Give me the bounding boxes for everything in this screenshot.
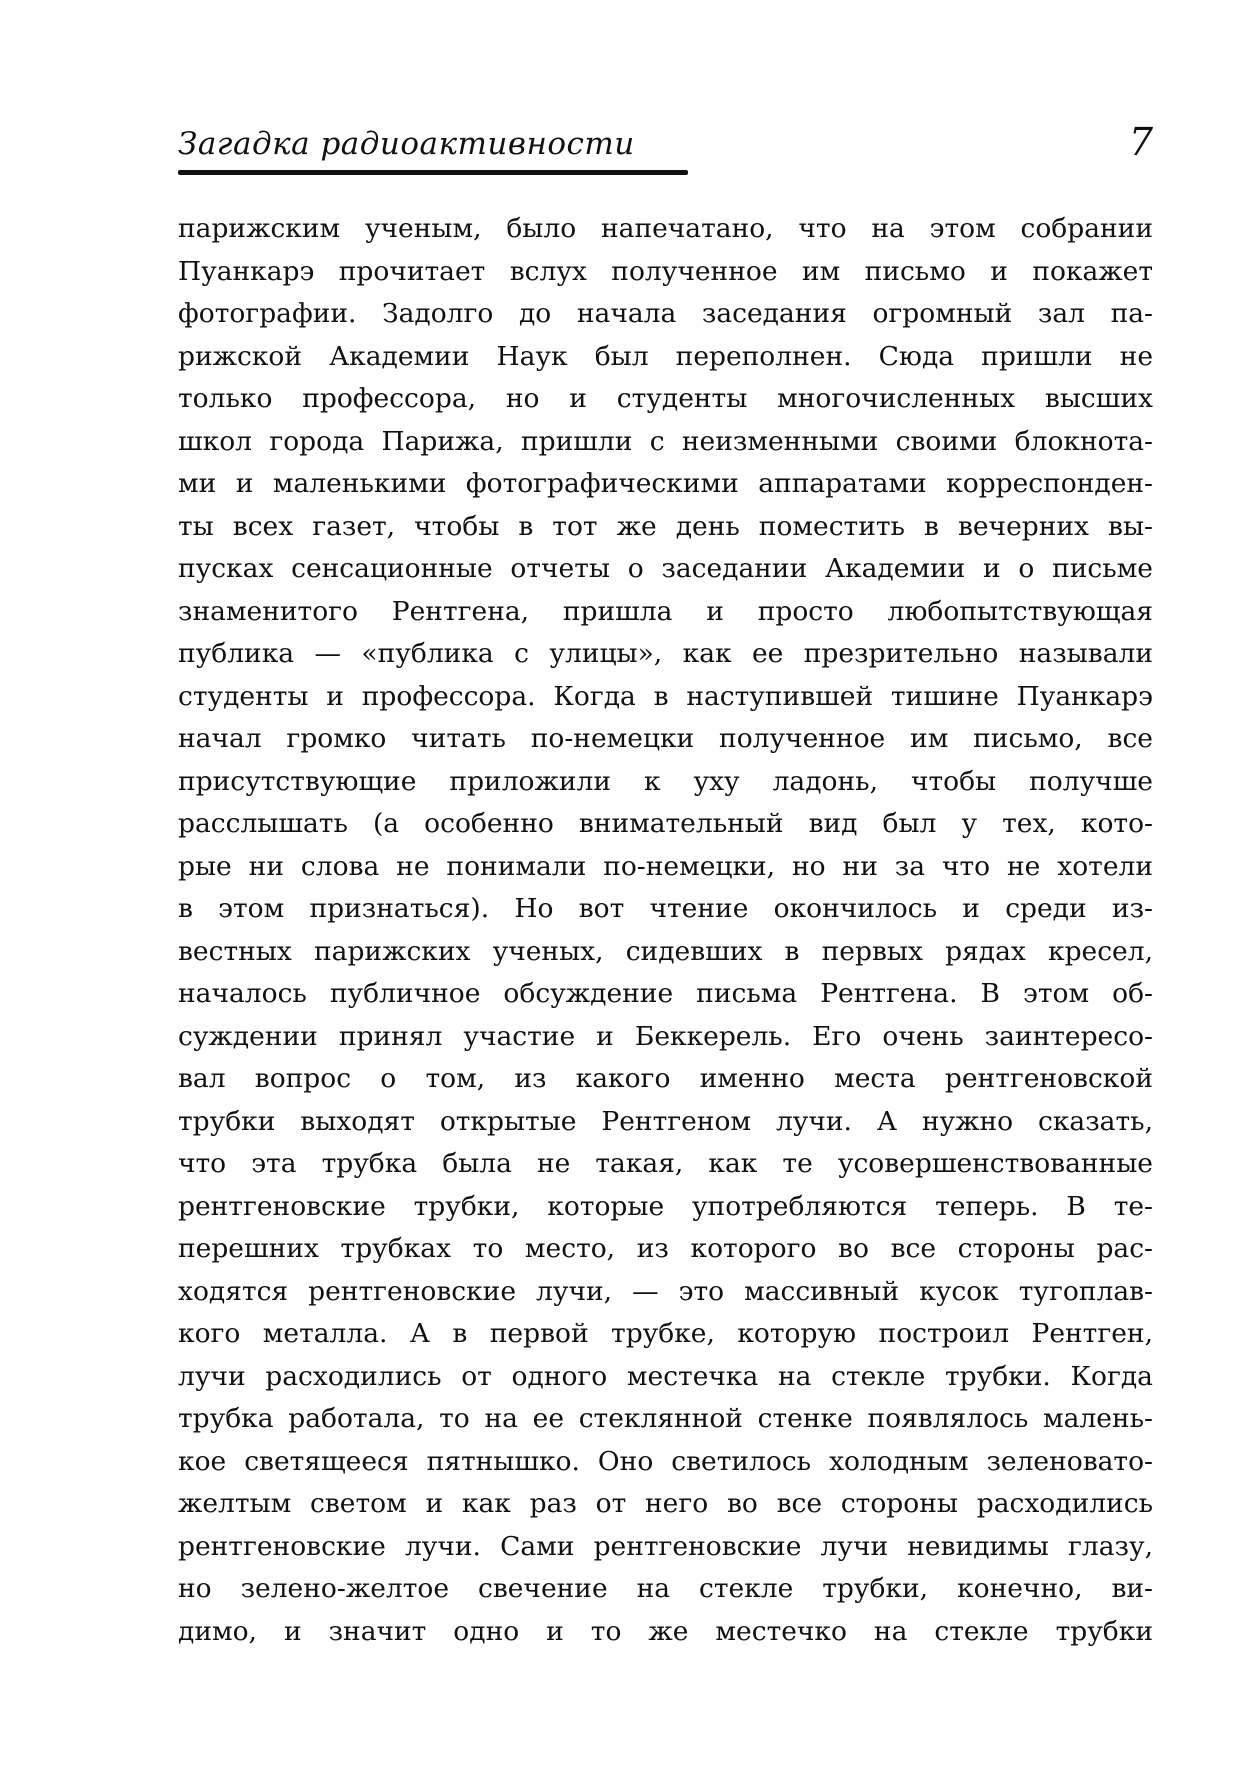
text-line: ходятся рентгеновские лучи, — это массивный кусок тугоплав- (178, 1275, 1153, 1307)
text-line: вестных парижских ученых, сидевших в первых рядах кресел, (178, 935, 1153, 967)
text-line: перешних трубках то место, из которого во все стороны рас- (178, 1233, 1153, 1264)
text-line: кое светящееся пятнышко. Оно светилось холодным зеленовато- (178, 1445, 1153, 1477)
text-line: ми и маленькими фотографическими аппаратами корреспонден- (178, 468, 1153, 499)
text-line: в этом признаться). Но вот чтение окончилось и среди из- (178, 893, 1153, 924)
text-line: рые ни слова не понимали по-немецки, но ни за что не хотели (178, 850, 1153, 882)
page-number: 7 (1128, 120, 1153, 164)
text-line: рентгеновские трубки, которые употребляются теперь. В те- (178, 1190, 1153, 1222)
text-line: кого металла. А в первой трубке, которую построил Рентген, (178, 1318, 1153, 1349)
text-line: рентгеновские лучи. Сами рентгеновские лучи невидимы глазу, (178, 1530, 1153, 1562)
text-line: присутствующие приложили к уху ладонь, чтобы получше (178, 765, 1153, 797)
header-rule (178, 170, 688, 175)
text-line: трубка работала, то на ее стеклянной стенке появлялось малень- (178, 1403, 1153, 1434)
running-header (178, 118, 1153, 178)
text-line: фотографии. Задолго до начала заседания огромный зал па- (178, 298, 1153, 329)
text-line: публика — «публика с улицы», как ее презрительно называли (178, 638, 1153, 669)
text-line: трубки выходят открытые Рентгеном лучи. А нужно сказать, (178, 1105, 1153, 1137)
text-line: ты всех газет, чтобы в тот же день поместить в вечерних вы- (178, 510, 1153, 542)
text-line: но зелено-желтое свечение на стекле трубки, конечно, ви- (178, 1573, 1153, 1604)
text-line: расслышать (а особенно внимательный вид был у тех, кото- (178, 808, 1153, 839)
text-line: что эта трубка была не такая, как те усовершенствованные (178, 1148, 1153, 1179)
text-line: рижской Академии Наук был переполнен. Сюда пришли не (178, 340, 1153, 372)
text-line: школ города Парижа, пришли с неизменными своими блокнота- (178, 425, 1153, 457)
text-line: знаменитого Рентгена, пришла и просто любопытствующая (178, 595, 1153, 627)
text-line: желтым светом и как раз от него во все стороны расходились (178, 1488, 1153, 1519)
text-line: вал вопрос о том, из какого именно места рентгеновской (178, 1063, 1153, 1094)
text-line: началось публичное обсуждение письма Рентгена. В этом об- (178, 978, 1153, 1009)
body-text (178, 208, 1153, 1653)
text-line: студенты и профессора. Когда в наступившей тишине Пуанкарэ (178, 680, 1153, 712)
text-line: димо, и значит одно и то же местечко на стекле трубки (178, 1615, 1153, 1647)
text-line: Пуанкарэ прочитает вслух полученное им письмо и покажет (178, 255, 1153, 287)
text-line: парижским ученым, было напечатано, что на этом собрании (178, 213, 1153, 244)
running-title: Загадка радиоактивности (178, 126, 635, 162)
text-line: пусках сенсационные отчеты о заседании Академии и о письме (178, 553, 1153, 584)
text-line: лучи расходились от одного местечка на стекле трубки. Когда (178, 1360, 1153, 1392)
text-line: суждении принял участие и Беккерель. Его очень заинтересо- (178, 1020, 1153, 1052)
text-line: только профессора, но и студенты многочисленных высших (178, 383, 1153, 414)
text-line: начал громко читать по-немецки полученное им письмо, все (178, 723, 1153, 754)
